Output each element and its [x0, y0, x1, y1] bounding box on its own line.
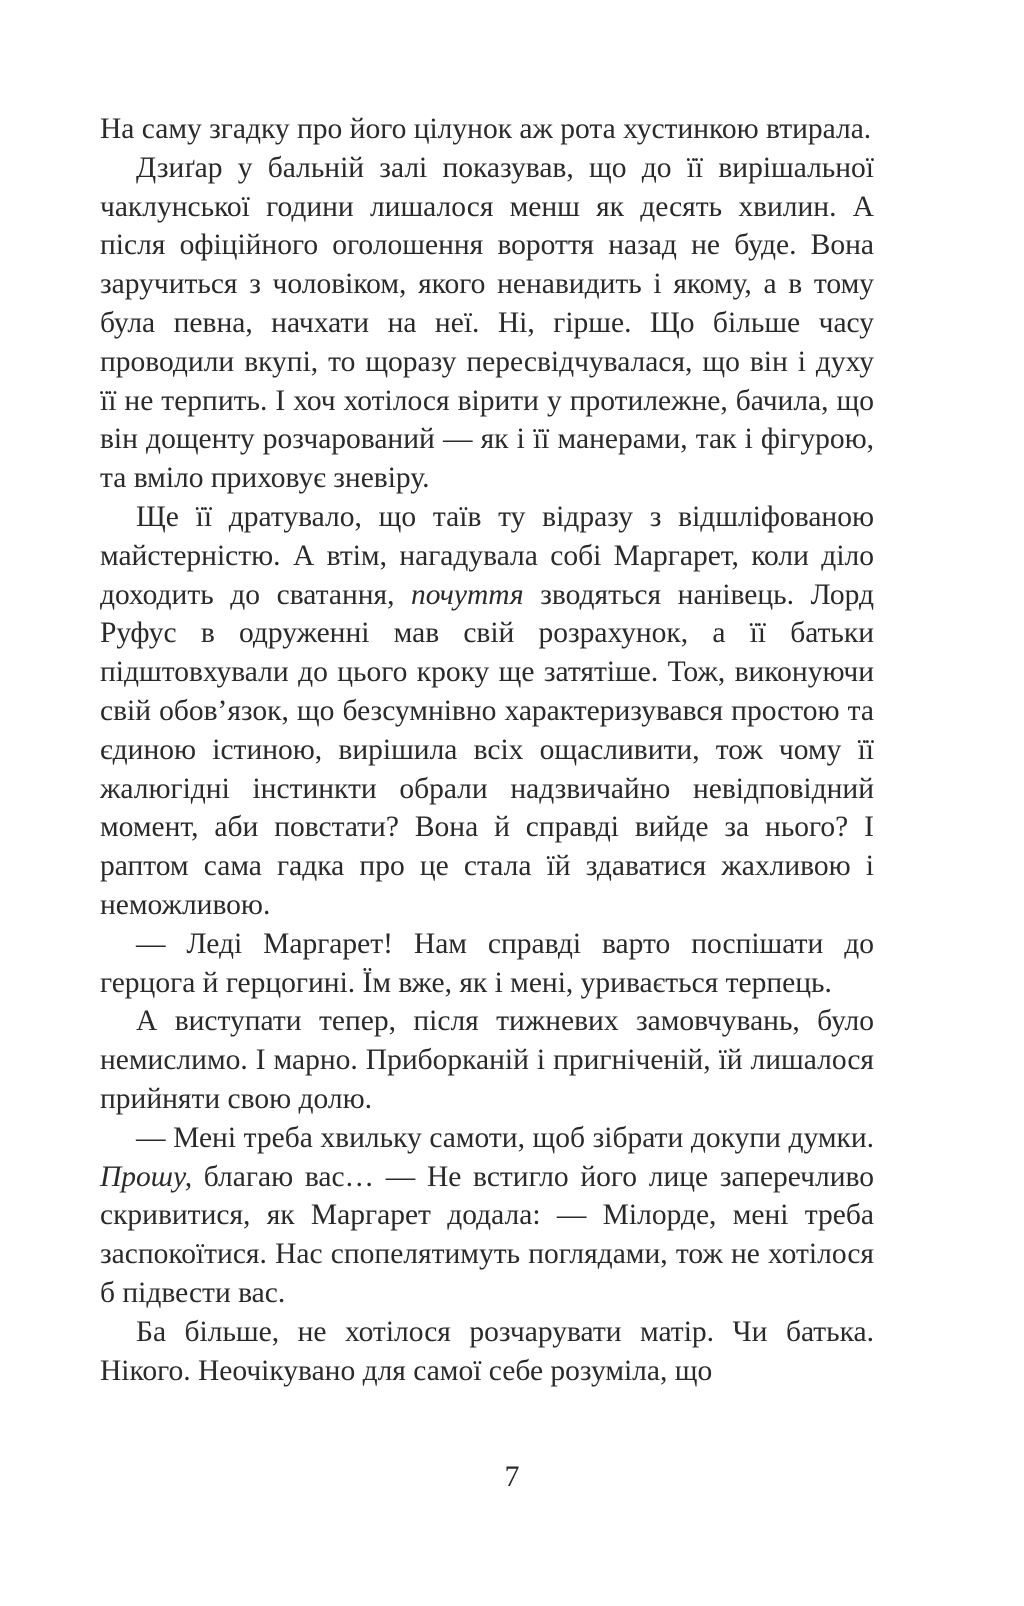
body-text — [100, 110, 874, 1390]
text-run: А виступати тепер, після тижневих замовчувань, було немислимо. І марно. Приборканій і пригніченій, їй лишалося прийняти свою долю. — [100, 1005, 874, 1115]
paragraph — [100, 1313, 874, 1391]
text-run: Ба більше, не хотілося розчарувати матір. Чи батька. Нікого. Неочікувано для самої себе розуміла, що — [100, 1315, 874, 1387]
paragraph — [100, 1002, 874, 1118]
text-run: — Леді Маргарет! Нам справді варто поспішати до герцога й герцогині. Їм вже, як і мені, уривається терпець. — [100, 927, 874, 999]
text-run: Ще її дратувало, що таїв ту відразу з відшліфованою майстерністю. А втім, нагадувала собі Маргарет, коли діло доходить до сватання, — [100, 500, 874, 611]
page-number: 7 — [504, 1460, 520, 1493]
paragraph — [100, 1119, 874, 1313]
paragraph — [100, 498, 874, 925]
italic-text-run: почуття — [411, 578, 524, 611]
paragraph — [100, 925, 874, 1003]
text-run: Дзиґар у бальній залі показував, що до її вирішальної чаклунської години лишалося менш як десять хвилин. А після офіційного оголошення вороття назад не буде. Вона заручиться з чоловіком, якого ненавидить і якому, а в тому була певна, начхати на неї. Ні, гірше. Що більше часу проводили вкупі, то щоразу пересвідчувалася, що він і духу її не терпить. І хоч хотілося вірити у протилежне, бачила, що він дощенту розчарований — як і її манерами, так і фігурою, та вміло приховує зневіру. — [100, 151, 874, 495]
paragraph — [100, 149, 874, 498]
text-run: благаю вас… — Не встигло його лице заперечливо скривитися, як Маргарет додала: — Мілорде, мені треба заспокоїтися. Нас спопелятимуть поглядами, тож не хотілося б підвести вас. — [100, 1160, 874, 1309]
text-run: зводяться нанівець. Лорд Руфус в одруженні мав свій розрахунок, а її батьки підштовхували до цього кроку ще затятіше. Тож, виконуючи свій обов’язок, що безсумнівно характеризувався простою та єдиною істиною, вирішила всіх ощасливити, тож чому її жалюгідні інстинкти обрали надзвичайно невідповідний момент, аби повстати? Вона й справді вийде за нього? І раптом сама гадка про це стала їй здаватися жахливою і неможливою. — [100, 578, 874, 921]
italic-text-run: Прошу, — [100, 1160, 193, 1193]
text-run: На саму згадку про його цілунок аж рота хустинкою втирала. — [100, 113, 872, 145]
paragraph — [100, 110, 874, 149]
text-run: — Мені треба хвильку самоти, щоб зібрати докупи думки. — [136, 1121, 874, 1154]
